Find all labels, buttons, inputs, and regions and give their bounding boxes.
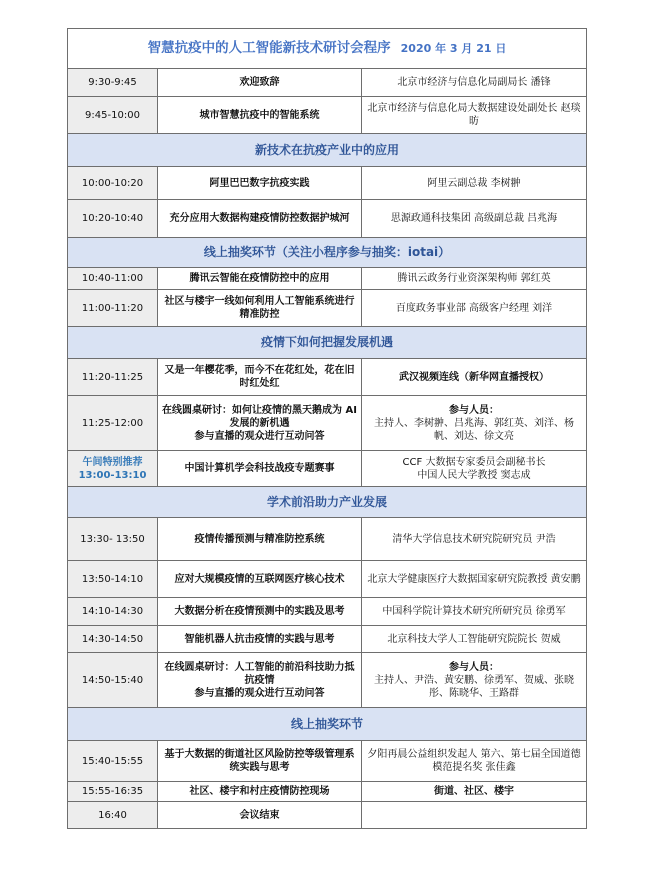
cell-line: 北京科技大学人工智能研究院院长 贺威: [387, 633, 561, 645]
table-row: [68, 200, 587, 238]
cell-line: 社区、楼宇和村庄疫情防控现场: [189, 786, 330, 797]
cell-line: 街道、社区、楼宇: [434, 786, 514, 797]
speaker-cell: [362, 200, 587, 238]
cell-line: 智能机器人抗击疫情的实践与思考: [184, 633, 335, 645]
speaker-cell: [362, 653, 587, 708]
speaker-cell: [362, 167, 587, 200]
section-title: 线上抽奖环节: [68, 708, 587, 741]
cell-line: 15:55-16:35: [81, 786, 144, 797]
table-row: [68, 69, 587, 97]
topic-cell: [158, 200, 362, 238]
section-title: 线上抽奖环节（关注小程序参与抽奖：iotai）: [68, 238, 587, 268]
table-row: [68, 626, 587, 653]
section-row: [68, 134, 587, 167]
cell-line: 参与人员：: [449, 661, 499, 673]
cell-line: 疫情传播预测与精准防控系统: [194, 533, 325, 545]
time-cell: [68, 396, 158, 451]
topic-cell: [158, 97, 362, 134]
speaker-cell: [362, 451, 587, 487]
table-row: [68, 268, 587, 290]
topic-cell: [158, 561, 362, 598]
title-cell: [68, 29, 587, 69]
time-cell: [68, 69, 158, 97]
cell-line: CCF 大数据专家委员会副秘书长: [402, 456, 546, 468]
cell-line: 11:00-11:20: [81, 302, 144, 314]
cell-line: 16:40: [98, 809, 127, 821]
cell-line: 北京市经济与信息化局大数据建设处副处长 赵琰昉: [367, 103, 581, 127]
cell-line: 10:20-10:40: [81, 213, 144, 224]
cell-line: 阿里云副总裁 李树翀: [427, 177, 521, 189]
cell-line: 9:45-10:00: [85, 109, 140, 121]
cell-line: 应对大规模疫情的互联网医疗核心技术: [174, 573, 345, 585]
cell-line: 午间特别推荐: [82, 456, 143, 468]
cell-line: 腾讯云智能在疫情防控中的应用: [189, 273, 330, 284]
topic-cell: [158, 359, 362, 396]
speaker-cell: [362, 268, 587, 290]
topic-cell: [158, 69, 362, 97]
cell-line: 夕阳再晨公益组织发起人 第六、第七届全国道德模范提名奖 张佳鑫: [367, 749, 581, 773]
topic-cell: [158, 518, 362, 561]
cell-line: 腾讯云政务行业资深架构师 郭红英: [397, 273, 551, 284]
speaker-cell: [362, 802, 587, 829]
cell-line: 又是一年樱花季，而今不在花红处，花在旧时红处红: [164, 365, 355, 389]
cell-line: 10:00-10:20: [81, 177, 144, 189]
section-row: [68, 327, 587, 359]
time-cell: [68, 451, 158, 487]
cell-line: 在线圆桌研讨：如何让疫情的黑天鹅成为 AI 发展的新机遇: [162, 404, 357, 429]
cell-line: 会议结束: [239, 809, 280, 821]
topic-cell: [158, 653, 362, 708]
speaker-cell: [362, 69, 587, 97]
time-cell: [68, 518, 158, 561]
cell-line: 北京大学健康医疗大数据国家研究院教授 黄安鹏: [367, 573, 581, 585]
time-cell: [68, 782, 158, 802]
topic-cell: [158, 741, 362, 782]
time-cell: [68, 97, 158, 134]
section-title: 学术前沿助力产业发展: [68, 487, 587, 518]
section-title: 疫情下如何把握发展机遇: [68, 327, 587, 359]
speaker-cell: [362, 741, 587, 782]
speaker-cell: [362, 518, 587, 561]
program-body: [68, 29, 587, 829]
cell-line: 城市智慧抗疫中的智能系统: [199, 109, 320, 121]
topic-cell: [158, 598, 362, 626]
speaker-cell: [362, 626, 587, 653]
cell-line: 参与直播的观众进行互动问答: [194, 687, 325, 699]
cell-line: 主持人、尹浩、黄安鹏、徐勇军、贺威、张晓彤、陈晓华、王路群: [374, 674, 574, 699]
page-date: 2020 年 3 月 21 日: [400, 41, 507, 55]
cell-line: 13:00-13:10: [78, 469, 147, 481]
topic-cell: [158, 290, 362, 327]
table-row: [68, 561, 587, 598]
cell-line: 基于大数据的街道社区风险防控等级管理系统实践与思考: [164, 749, 355, 773]
cell-line: 14:50-15:40: [81, 674, 144, 686]
cell-line: 中国人民大学教授 窦志成: [417, 469, 531, 481]
table-row: [68, 290, 587, 327]
cell-line: 阿里巴巴数字抗疫实践: [209, 177, 310, 189]
cell-line: 11:25-12:00: [81, 417, 144, 429]
cell-line: 中国科学院计算技术研究所研究员 徐勇军: [382, 606, 566, 617]
cell-line: 百度政务事业部 高级客户经理 刘洋: [395, 302, 553, 314]
cell-line: 11:20-11:25: [81, 371, 144, 383]
cell-line: 14:10-14:30: [81, 606, 144, 617]
cell-line: 北京市经济与信息化局副局长 潘锋: [397, 77, 551, 88]
table-row: [68, 518, 587, 561]
speaker-cell: [362, 598, 587, 626]
topic-cell: [158, 626, 362, 653]
title-row: [68, 29, 587, 69]
cell-line: 清华大学信息技术研究院研究员 尹浩: [392, 533, 556, 545]
topic-cell: [158, 782, 362, 802]
section-title: 新技术在抗疫产业中的应用: [68, 134, 587, 167]
program-table: [67, 28, 587, 829]
cell-line: 社区与楼宇一线如何利用人工智能系统进行精准防控: [164, 296, 355, 320]
cell-line: 参与人员：: [449, 404, 499, 416]
time-cell: [68, 167, 158, 200]
topic-cell: [158, 451, 362, 487]
time-cell: [68, 653, 158, 708]
section-row: [68, 708, 587, 741]
table-row: [68, 97, 587, 134]
speaker-cell: [362, 290, 587, 327]
cell-line: 15:40-15:55: [81, 755, 144, 767]
cell-line: 13:50-14:10: [81, 573, 144, 585]
table-row: [68, 451, 587, 487]
speaker-cell: [362, 97, 587, 134]
time-cell: [68, 268, 158, 290]
speaker-cell: [362, 359, 587, 396]
time-cell: [68, 598, 158, 626]
table-row: [68, 653, 587, 708]
time-cell: [68, 359, 158, 396]
cell-line: 参与直播的观众进行互动问答: [194, 430, 325, 442]
cell-line: 9:30-9:45: [88, 77, 137, 88]
cell-line: 14:30-14:50: [81, 633, 144, 645]
cell-line: 大数据分析在疫情预测中的实践及思考: [174, 606, 345, 617]
cell-line: 主持人、李树翀、吕兆海、郭红英、刘洋、杨帆、刘达、徐文亮: [374, 417, 574, 442]
cell-line: 10:40-11:00: [81, 273, 144, 284]
topic-cell: [158, 802, 362, 829]
table-row: [68, 359, 587, 396]
section-row: [68, 487, 587, 518]
cell-line: 欢迎致辞: [239, 77, 280, 88]
cell-line: 充分应用大数据构建疫情防控数据护城河: [169, 213, 350, 224]
speaker-cell: [362, 561, 587, 598]
speaker-cell: [362, 782, 587, 802]
table-row: [68, 598, 587, 626]
section-row: [68, 238, 587, 268]
cell-line: 思源政通科技集团 高级副总裁 吕兆海: [390, 213, 558, 224]
time-cell: [68, 290, 158, 327]
cell-line: 13:30- 13:50: [80, 533, 145, 545]
table-row: [68, 741, 587, 782]
topic-cell: [158, 396, 362, 451]
time-cell: [68, 626, 158, 653]
cell-line: 武汉视频连线（新华网直播授权）: [399, 371, 549, 383]
speaker-cell: [362, 396, 587, 451]
table-row: [68, 802, 587, 829]
topic-cell: [158, 268, 362, 290]
time-cell: [68, 200, 158, 238]
page-title: 智慧抗疫中的人工智能新技术研讨会程序: [147, 39, 391, 56]
table-row: [68, 167, 587, 200]
time-cell: [68, 741, 158, 782]
topic-cell: [158, 167, 362, 200]
time-cell: [68, 802, 158, 829]
table-row: [68, 782, 587, 802]
cell-line: 中国计算机学会科技战疫专题赛事: [184, 463, 335, 474]
table-row: [68, 396, 587, 451]
cell-line: 在线圆桌研讨：人工智能的前沿科技助力抵抗疫情: [164, 661, 355, 686]
time-cell: [68, 561, 158, 598]
